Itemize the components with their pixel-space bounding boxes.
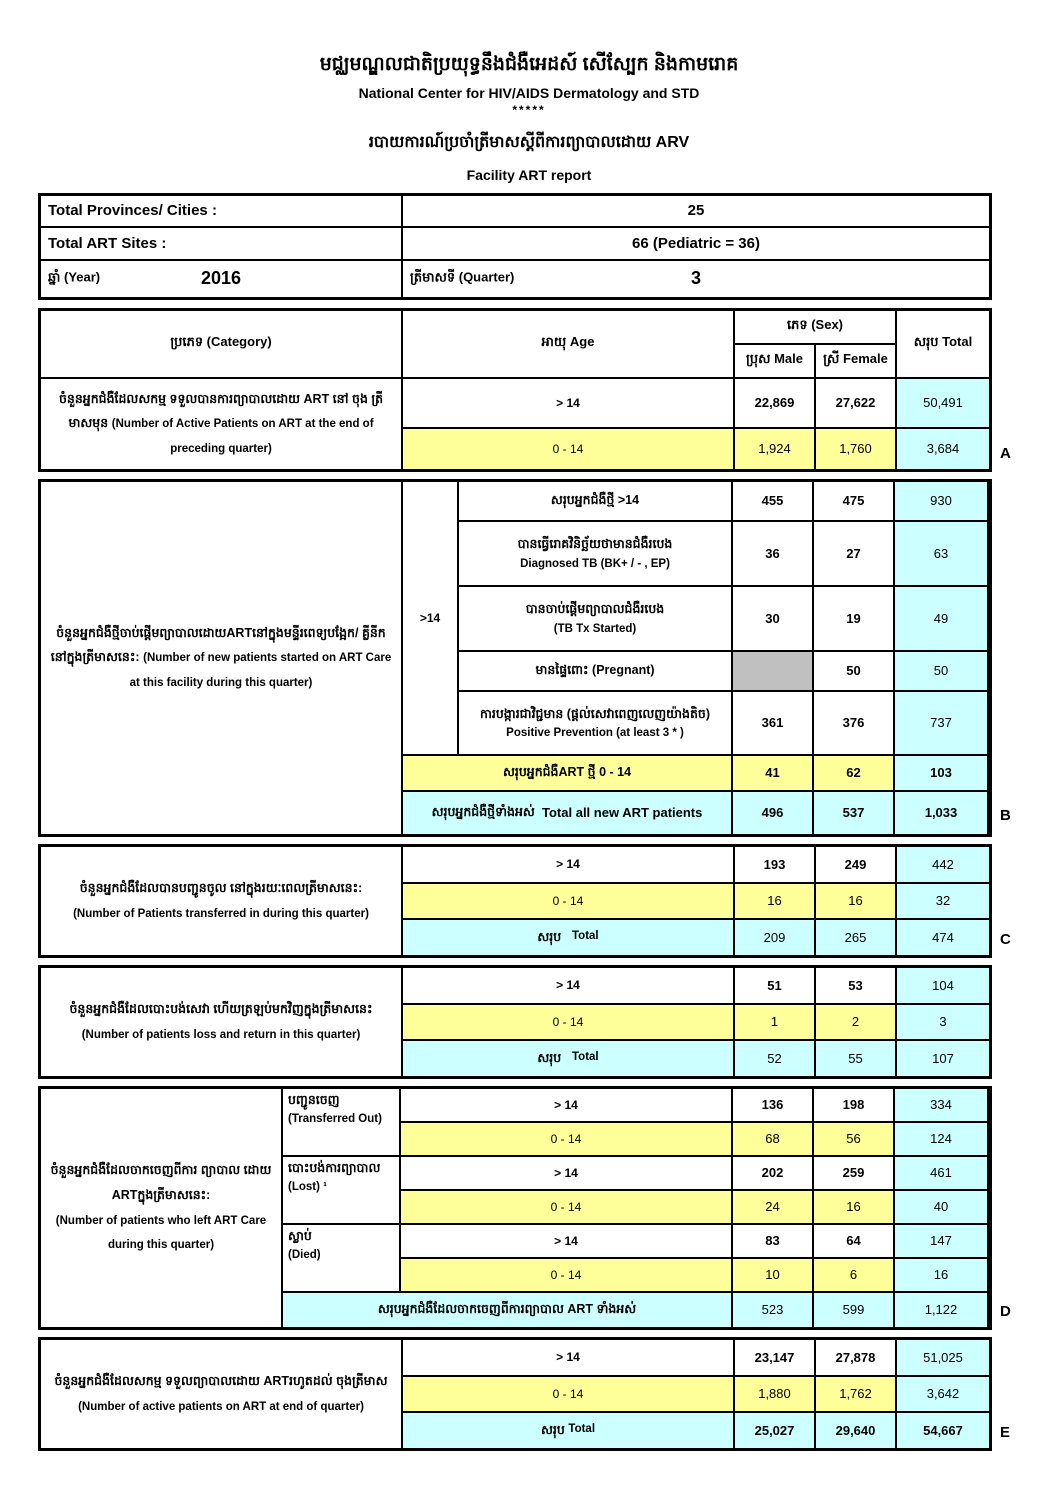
section-d-total-label: សរុបអ្នកជំងឺដែលចាកចេញពីការព្យាបាល ART ទាំងអស់ [283, 1293, 731, 1327]
age-row-label: 0 - 14 [403, 1005, 733, 1039]
male-value: 523 [733, 1293, 812, 1327]
total-value: 1,033 [895, 792, 987, 834]
age-row-label: 0 - 14 [401, 1191, 731, 1223]
subrow-label: ការបង្ការជាវិជ្ជមាន (ផ្តល់សេវាពេញលេញយ៉ាងតិច) Positive Prevention (at least 3 * ) [459, 692, 731, 754]
female-value: 16 [814, 1191, 893, 1223]
female-value: 249 [816, 847, 895, 882]
male-value: 25,027 [735, 1413, 814, 1448]
female-value: 19 [814, 587, 893, 650]
male-value: 455 [733, 482, 812, 520]
male-value: 16 [735, 884, 814, 918]
org-title-english: National Center for HIV/AIDS Dermatology and STD [358, 84, 700, 101]
quarter-value: 3 [690, 268, 701, 289]
age-group-label: >14 [403, 482, 457, 754]
total-value: 3,642 [897, 1377, 989, 1411]
section-loss-return-label: ចំនួនអ្នកជំងឺដែលបោះបង់សេវា ហើយត្រឡប់មកវិញក្នុងត្រីមាសនេះ (Number of patients loss and return in this quarter) [41, 968, 401, 1076]
total-value: 474 [897, 920, 989, 955]
female-value: 376 [814, 692, 893, 754]
section-c-label: ចំនួនអ្នកជំងឺដែលបានបញ្ជូនចូល នៅក្នុងរយៈពេលត្រីមាសនេះ: (Number of Patients transferred in during this quarter) [41, 847, 401, 955]
female-value: 27 [814, 522, 893, 585]
total-value: 3,684 [897, 429, 989, 469]
section-e-active-end [38, 1337, 1011, 1451]
section-a-label: ចំនួនអ្នកជំងឺដែលសកម្ម ទទួលបានការព្យាបាលដោយ ART នៅ ចុង ត្រីមាសមុន (Number of Active Patients on ART at the end of preceding quarter) [41, 379, 401, 469]
total-value: 1,122 [895, 1293, 987, 1327]
provinces-value: 25 [403, 196, 989, 226]
male-value: 361 [733, 692, 812, 754]
male-value: 193 [735, 847, 814, 882]
total-value: 461 [895, 1157, 987, 1189]
total-value: 930 [895, 482, 987, 520]
subrow-label: បានធ្វើរោគវិនិច្ឆ័យថាមានជំងឺរបេង Diagnosed TB (BK+ / - , EP) [459, 522, 731, 585]
row-marker-b: B [1000, 806, 1011, 824]
total-value: 16 [895, 1259, 987, 1291]
section-b-new-patients [38, 479, 1011, 837]
age-row-label: > 14 [401, 1157, 731, 1189]
male-value: 83 [733, 1225, 812, 1257]
total-value: 107 [897, 1041, 989, 1076]
section-b-label: ចំនួនអ្នកជំងឺថ្មីចាប់ផ្តើមព្យាបាលដោយARTនៅក្នុងមន្ទីរពេទ្យបង្អែក/ គ្លីនីក នៅក្នុងត្រីមាសនេះ: (Number of new patients started on ART Care at this facility during this quarter) [41, 482, 401, 834]
male-value: 22,869 [735, 379, 814, 427]
total-value: 54,667 [897, 1413, 989, 1448]
subrow-label: មានផ្ទៃពោះ (Pregnant) [459, 652, 731, 690]
female-value: 6 [814, 1259, 893, 1291]
male-value: 30 [733, 587, 812, 650]
total-value: 334 [895, 1089, 987, 1121]
age-column-header: អាយុ Age [403, 311, 733, 377]
section-loss-return [38, 965, 992, 1079]
female-value: 2 [816, 1005, 895, 1039]
female-value: 53 [816, 968, 895, 1003]
female-value: 50 [814, 652, 893, 690]
total-value: 49 [895, 587, 987, 650]
female-value: 16 [816, 884, 895, 918]
art-sites-value: 66 (Pediatric = 36) [403, 228, 989, 259]
total-value: 32 [897, 884, 989, 918]
subcategory-lost: បោះបង់ការព្យាបាល (Lost) ¹ [283, 1157, 399, 1223]
female-value: 475 [814, 482, 893, 520]
male-value: 24 [733, 1191, 812, 1223]
male-value: 1,924 [735, 429, 814, 469]
stars-separator: ***** [512, 102, 546, 117]
age-row-label: > 14 [401, 1225, 731, 1257]
document-header [0, 0, 1058, 183]
male-value: 10 [733, 1259, 812, 1291]
male-value: 496 [733, 792, 812, 834]
female-column-header: ស្រី Female [816, 345, 895, 377]
subcategory-died: ស្លាប់ (Died) [283, 1225, 399, 1291]
female-value: 259 [814, 1157, 893, 1189]
total-value: 147 [895, 1225, 987, 1257]
age-row-label: 0 - 14 [403, 884, 733, 918]
male-value: 52 [735, 1041, 814, 1076]
male-value: 23,147 [735, 1340, 814, 1375]
total-value: 51,025 [897, 1340, 989, 1375]
row-marker-d: D [1000, 1302, 1011, 1320]
female-value: 537 [814, 792, 893, 834]
quarter-cell [403, 261, 989, 297]
subcategory-transferred-out: បញ្ជូនចេញ (Transferred Out) [283, 1089, 399, 1155]
male-value: 36 [733, 522, 812, 585]
provinces-label: Total Provinces/ Cities : [41, 196, 401, 226]
subrow-label: សរុបអ្នកជំងឺថ្មី >14 [459, 482, 731, 520]
age-row-label: 0 - 14 [403, 1377, 733, 1411]
total-value: 3 [897, 1005, 989, 1039]
female-value: 55 [816, 1041, 895, 1076]
report-title-english: Facility ART report [466, 166, 592, 183]
total-value: 737 [895, 692, 987, 754]
year-value: 2016 [200, 268, 242, 289]
report-title-khmer: របាយការណ៍ប្រចាំត្រីមាសស្តីពីការព្យាបាលដោយ ARV [368, 133, 690, 151]
female-value: 27,878 [816, 1340, 895, 1375]
male-value: 202 [733, 1157, 812, 1189]
total-value: 124 [895, 1123, 987, 1155]
female-value: 1,762 [816, 1377, 895, 1411]
section-c-transferred-in [38, 844, 1011, 958]
total-value: 50,491 [897, 379, 989, 427]
section-e-label: ចំនួនអ្នកជំងឺដែលសកម្ម ទទួលព្យាបាលដោយ ARTរហូតដល់ ចុងត្រីមាស (Number of active patients on ART at end of quarter) [41, 1340, 401, 1448]
total-all-new-label: សរុបអ្នកជំងឺថ្មីទាំងអស់ Total all new ART patients [403, 792, 731, 834]
subrow-label: បានចាប់ផ្តើមព្យាបាលជំងឺរបេង (TB Tx Started) [459, 587, 731, 650]
age-row-label: 0 - 14 [401, 1259, 731, 1291]
female-value: 62 [814, 756, 893, 790]
total-value: 40 [895, 1191, 987, 1223]
total-row-label: សរុប Total [403, 920, 733, 955]
quarter-label: ត្រីមាសទី (Quarter) [410, 269, 515, 285]
report-info-table [38, 193, 992, 300]
age-row-label: 0 - 14 [403, 429, 733, 469]
male-value: 41 [733, 756, 812, 790]
year-cell [41, 261, 401, 297]
row-marker-e: E [1000, 1423, 1011, 1441]
age-row-label: > 14 [403, 847, 733, 882]
total-row-label: សរុប Total [403, 1041, 733, 1076]
female-value: 198 [814, 1089, 893, 1121]
art-sites-label: Total ART Sites : [41, 228, 401, 259]
male-value: 136 [733, 1089, 812, 1121]
female-value: 265 [816, 920, 895, 955]
age-row-label: > 14 [403, 1340, 733, 1375]
female-value: 29,640 [816, 1413, 895, 1448]
section-d-label: ចំនួនអ្នកជំងឺដែលចាកចេញពីការ ព្យាបាល ដោយ ARTក្នុងត្រីមាសនេះ: (Number of patients who left ART Care during this quarter) [41, 1089, 281, 1327]
age-row-label: > 14 [401, 1089, 731, 1121]
row-marker-a: A [1000, 444, 1011, 462]
total-value: 104 [897, 968, 989, 1003]
section-d-left-art-care [38, 1086, 1011, 1330]
female-value: 599 [814, 1293, 893, 1327]
year-label: ឆ្នាំ (Year) [48, 269, 101, 285]
male-value: 51 [735, 968, 814, 1003]
male-value: 68 [733, 1123, 812, 1155]
total-value: 50 [895, 652, 987, 690]
female-value: 27,622 [816, 379, 895, 427]
female-value: 56 [814, 1123, 893, 1155]
age-row-label: > 14 [403, 379, 733, 427]
row-marker-c: C [1000, 930, 1011, 948]
male-column-header: ប្រុស Male [735, 345, 814, 377]
category-column-header: ប្រភេទ (Category) [41, 311, 401, 377]
age-row-label: 0 - 14 [401, 1123, 731, 1155]
org-title-khmer: មជ្ឈមណ្ឌលជាតិប្រយុទ្ធនឹងជំងឺអេដស៍ សើស្បែក និងកាមរោគ [319, 54, 739, 75]
total-value: 63 [895, 522, 987, 585]
total-row-label: សរុប Total [403, 1413, 733, 1448]
sex-column-header: ភេទ (Sex) [735, 311, 895, 343]
subtotal-0-14-label: សរុបអ្នកជំងឺART ថ្មី 0 - 14 [403, 756, 731, 790]
male-value: 1,880 [735, 1377, 814, 1411]
male-value: 209 [735, 920, 814, 955]
total-column-header: សរុប Total [897, 311, 989, 377]
female-value: 64 [814, 1225, 893, 1257]
blocked-male-cell [733, 652, 812, 690]
male-value: 1 [735, 1005, 814, 1039]
total-value: 442 [897, 847, 989, 882]
age-row-label: > 14 [403, 968, 733, 1003]
section-a-active-preceding [38, 308, 1011, 472]
total-value: 103 [895, 756, 987, 790]
female-value: 1,760 [816, 429, 895, 469]
